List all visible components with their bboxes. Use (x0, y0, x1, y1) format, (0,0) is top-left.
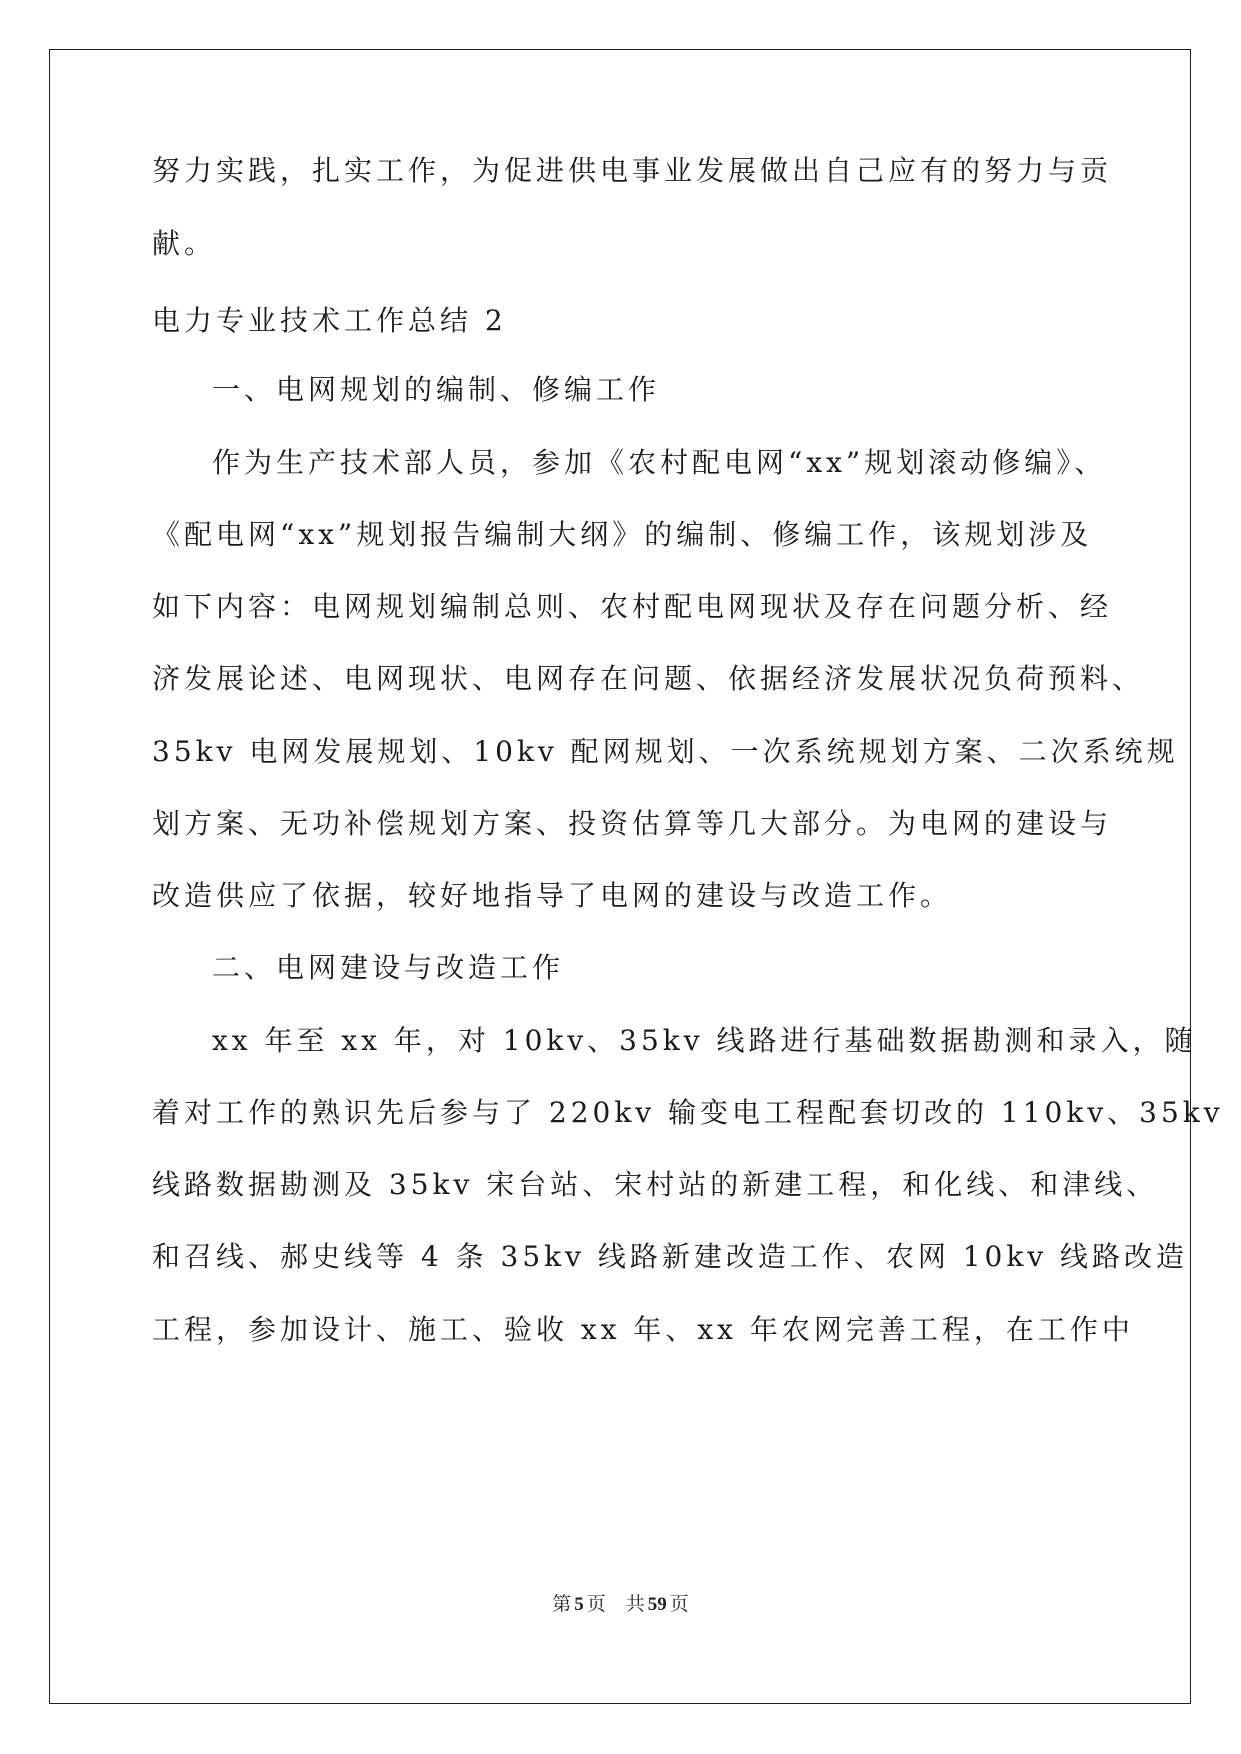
body-line-6: 济发展论述、电网现状、电网存在问题、依据经济发展状况负荷预料、 (152, 662, 1145, 695)
body-line-8: 划方案、无功补偿规划方案、投资估算等几大部分。为电网的建设与 (152, 807, 1113, 840)
body-line-1: 努力实践，扎实工作，为促进供电事业发展做出自己应有的努力与贡 (152, 154, 1113, 187)
body-line-3: 作为生产技术部人员，参加《农村配电网“xx”规划滚动修编》、 (212, 446, 1107, 479)
total-suffix: 页 (669, 1594, 689, 1615)
body-line-9: 改造供应了依据，较好地指导了电网的建设与改造工作。 (152, 879, 953, 912)
body-line-4: 《配电网“xx”规划报告编制大纲》的编制、修编工作，该规划涉及 (152, 518, 1093, 551)
body-line-14: 工程，参加设计、施工、验收 xx 年、xx 年农网完善工程，在工作中 (152, 1313, 1134, 1346)
page-number: 5 (574, 1594, 584, 1615)
heading-1: 一、电网规划的编制、修编工作 (212, 373, 661, 406)
body-line-12: 线路数据勘测及 35kv 宋台站、宋村站的新建工程，和化线、和津线、 (152, 1168, 1159, 1201)
body-line-10: xx 年至 xx 年，对 10kv、35kv 线路进行基础数据勘测和录入，随 (212, 1024, 1197, 1057)
page-prefix: 第 (552, 1594, 572, 1615)
body-line-7: 35kv 电网发展规划、10kv 配网规划、一次系统规划方案、二次系统规 (152, 735, 1179, 768)
page-suffix: 页 (586, 1594, 606, 1615)
body-line-5: 如下内容：电网规划编制总则、农村配电网现状及存在问题分析、经 (152, 590, 1113, 623)
body-line-11: 着对工作的熟识先后参与了 220kv 输变电工程配套切改的 110kv、35kv (152, 1096, 1224, 1129)
body-line-2: 献。 (152, 227, 217, 260)
total-prefix: 共 (625, 1594, 645, 1615)
heading-2: 二、电网建设与改造工作 (212, 951, 565, 984)
page-footer (0, 1593, 1241, 1617)
section-title: 电力专业技术工作总结 2 (152, 304, 507, 337)
total-pages: 59 (647, 1594, 667, 1615)
body-line-13: 和召线、郝史线等 4 条 35kv 线路新建改造工作、农网 10kv 线路改造 (152, 1240, 1189, 1273)
